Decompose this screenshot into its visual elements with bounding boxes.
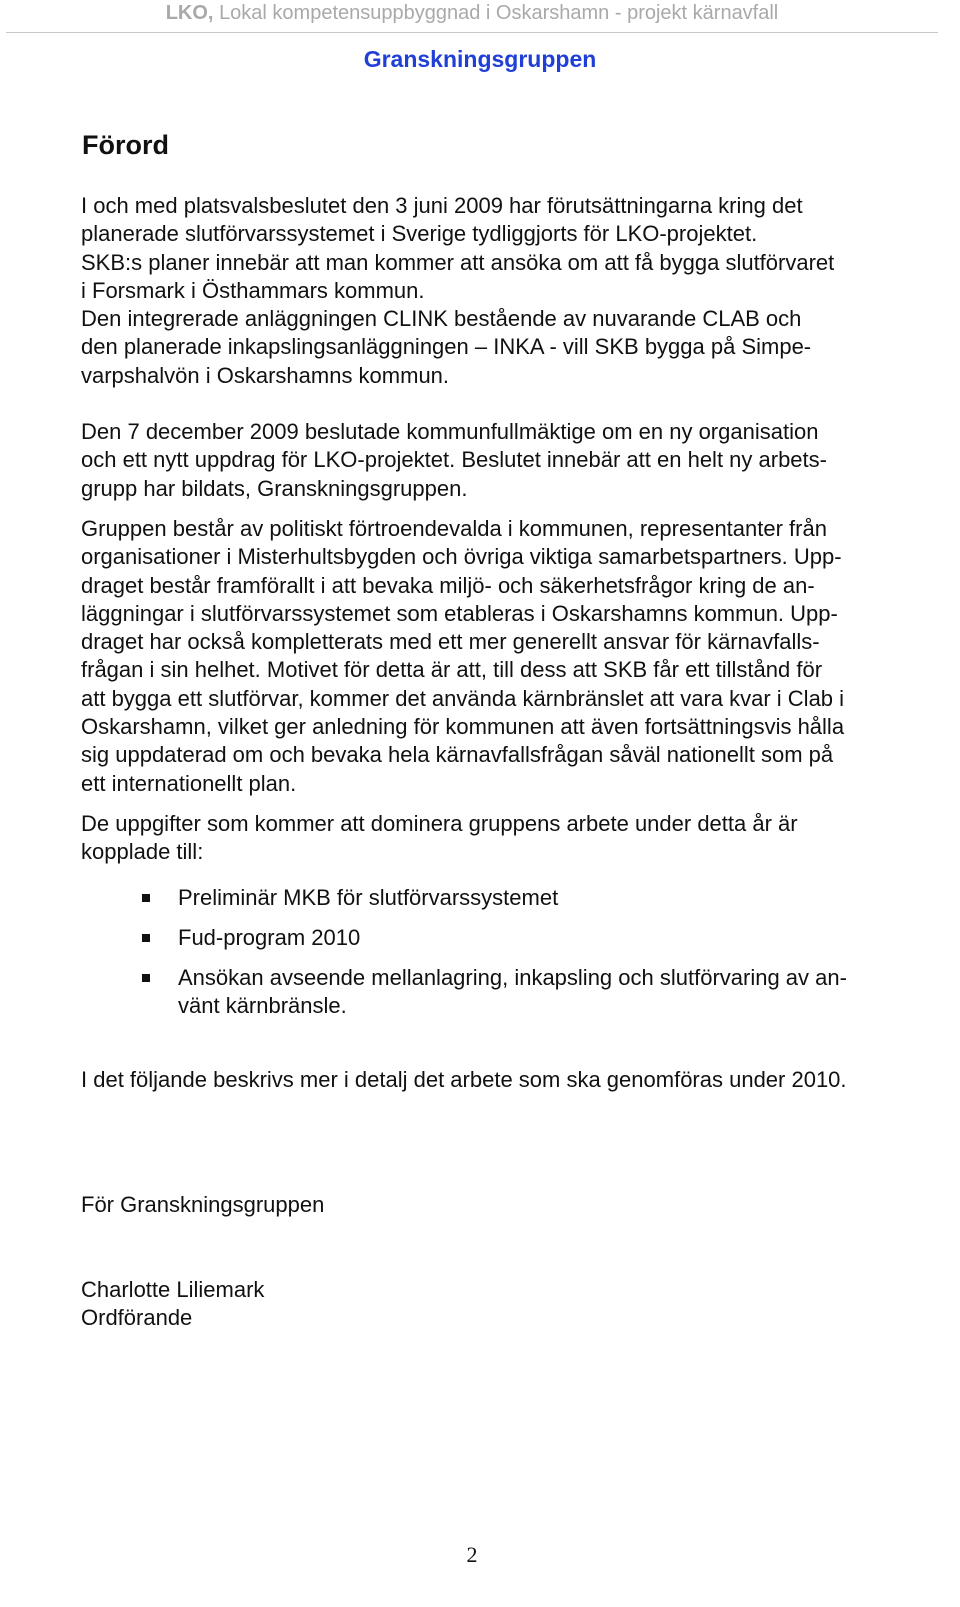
square-bullet-icon <box>142 974 150 982</box>
text-line: De uppgifter som kommer att dominera gruppens arbete under detta år är <box>81 810 798 836</box>
list-item-text: vänt kärnbränsle. <box>178 993 347 1019</box>
signatory-name: Charlotte Liliemark <box>81 1277 265 1302</box>
signatory-role: Ordförande <box>81 1305 193 1331</box>
text-line: Oskarshamn, vilket ger anledning för kommunen att även fortsättningsvis hålla <box>81 714 845 740</box>
square-bullet-icon <box>142 894 150 902</box>
task-list <box>81 884 941 1021</box>
text-line: och ett nytt uppdrag för LKO-projektet. Beslutet innebär att en helt ny arbets- <box>81 447 827 473</box>
text-line: sig uppdaterad om och bevaka hela kärnavfallsfrågan såväl nationellt som på <box>81 742 834 768</box>
header-brand: LKO, <box>165 2 214 24</box>
text-line: läggningar i slutförvarssystemet som etableras i Oskarshamns kommun. Upp- <box>81 600 838 626</box>
text-line: varpshalvön i Oskarshamns kommun. <box>81 362 450 388</box>
text-line: Den integrerade anläggningen CLINK bestående av nuvarande CLAB och <box>81 306 802 332</box>
text-line: draget består framförallt i att bevaka miljö- och säkerhetsfrågor kring de an- <box>81 572 815 598</box>
list-item <box>81 884 941 912</box>
text-line: frågan i sin helhet. Motivet för detta är att, till dess att SKB får ett tillstånd för <box>81 657 823 683</box>
list-item-text: Ansökan avseende mellanlagring, inkapsling och slutförvaring av an- <box>178 965 847 991</box>
text-line: ett internationellt plan. <box>81 770 297 796</box>
closing-sentence: I det följande beskrivs mer i detalj det arbete som ska genomföras under 2010. <box>81 1067 847 1092</box>
text-line: organisationer i Misterhultsbygden och övriga viktiga samarbetspartners. Upp- <box>81 544 842 570</box>
text-line: den planerade inkapslingsanläggningen – INKA - vill SKB bygga på Simpe- <box>81 334 812 360</box>
list-item <box>81 924 941 952</box>
paragraph-uppgifter <box>81 810 941 867</box>
header-subtitle: Lokal kompetensuppbyggnad i Oskarshamn - projekt kärnavfall <box>219 2 779 24</box>
page-number: 2 <box>466 1542 478 1567</box>
list-item-text: Preliminär MKB för slutförvarssystemet <box>178 884 559 910</box>
text-line: Den 7 december 2009 beslutade kommunfullmäktige om en ny organisation <box>81 419 819 445</box>
text-line: att bygga ett slutförvar, kommer det använda kärnbränslet att vara kvar i Clab i <box>81 685 845 711</box>
foreword-heading: Förord <box>82 130 169 160</box>
text-line: SKB:s planer innebär att man kommer att ansöka om att få bygga slutförvaret <box>81 249 835 275</box>
body-text <box>81 192 941 1033</box>
text-line: i Forsmark i Östhammars kommun. <box>81 277 425 303</box>
text-line: I och med platsvalsbeslutet den 3 juni 2009 har förutsättningarna kring det <box>81 193 803 218</box>
list-item <box>81 964 941 1021</box>
paragraph-kommunfullmaktige <box>81 418 941 503</box>
running-header <box>6 0 938 33</box>
signature-block <box>81 1276 264 1333</box>
list-item-text: Fud-program 2010 <box>178 924 361 950</box>
text-line: kopplade till: <box>81 839 204 865</box>
text-line: draget har också kompletterats med ett mer generellt ansvar för kärnavfalls- <box>81 629 820 655</box>
text-line: planerade slutförvarssystemet i Sverige tydliggjorts för LKO-projektet. <box>81 221 758 247</box>
section-title: Granskningsgruppen <box>363 46 597 72</box>
paragraph-gruppen <box>81 515 941 798</box>
paragraph-platsval <box>81 192 941 390</box>
text-line: Gruppen består av politiskt förtroendevalda i kommunen, representanter från <box>81 515 827 541</box>
square-bullet-icon <box>142 934 150 942</box>
text-line: grupp har bildats, Granskningsgruppen. <box>81 475 468 501</box>
sign-off-line: För Granskningsgruppen <box>81 1192 325 1217</box>
